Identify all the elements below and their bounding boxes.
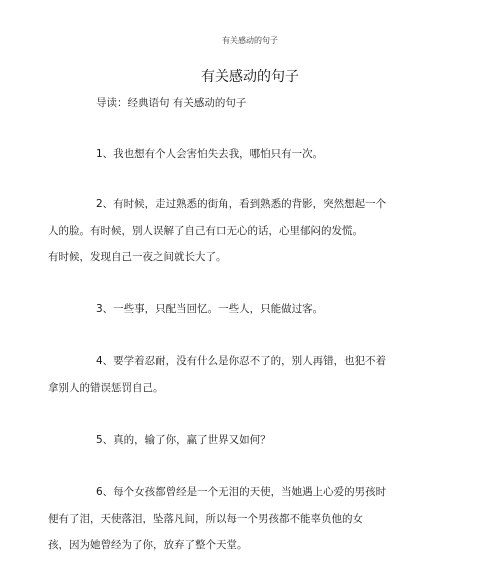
paragraph-line: 2、有时候，走过熟悉的街角，看到熟悉的背影，突然想起一个 — [96, 198, 387, 210]
paragraph-line: 3、一些事，只配当回忆。一些人，只能做过客。 — [96, 303, 324, 315]
paragraph-line: 拿别人的错误惩罚自己。 — [48, 381, 164, 394]
paragraph-5 — [72, 427, 402, 454]
paragraph-line: 5、真的，输了你，赢了世界又如何？ — [96, 434, 271, 446]
paragraph-1 — [72, 141, 402, 168]
paragraph-line: 便有了泪，天使落泪，坠落凡间，所以每一个男孩都不能辜负他的女 — [48, 512, 363, 525]
paragraph-2 — [48, 191, 402, 271]
paragraph-line: 有时候，发现自己一夜之间就长大了。 — [48, 251, 227, 263]
paragraph-line: 6、每个女孩都曾经是一个无泪的天使，当她遇上心爱的男孩时 — [96, 486, 387, 498]
running-header: 有关感动的句子 — [222, 36, 278, 45]
intro-line: 导读：经典语句 有关感动的句子 — [96, 97, 247, 109]
paragraph-line: 4、要学着忍耐，没有什么是你忍不了的，别人再错，也犯不着 — [96, 355, 387, 367]
paragraph-4 — [48, 348, 402, 401]
paragraph-3 — [72, 296, 402, 323]
document-title: 有关感动的句子 — [201, 69, 299, 85]
paragraph-line: 孩，因为她曾经为了你，放弃了整个天堂。 — [48, 539, 248, 551]
paragraph-6 — [48, 479, 402, 559]
paragraph-line: 人的脸。有时候，别人误解了自己有口无心的话，心里郁闷的发慌。 — [48, 224, 363, 237]
paragraph-line: 1、我也想有个人会害怕失去我，哪怕只有一次。 — [96, 148, 324, 160]
